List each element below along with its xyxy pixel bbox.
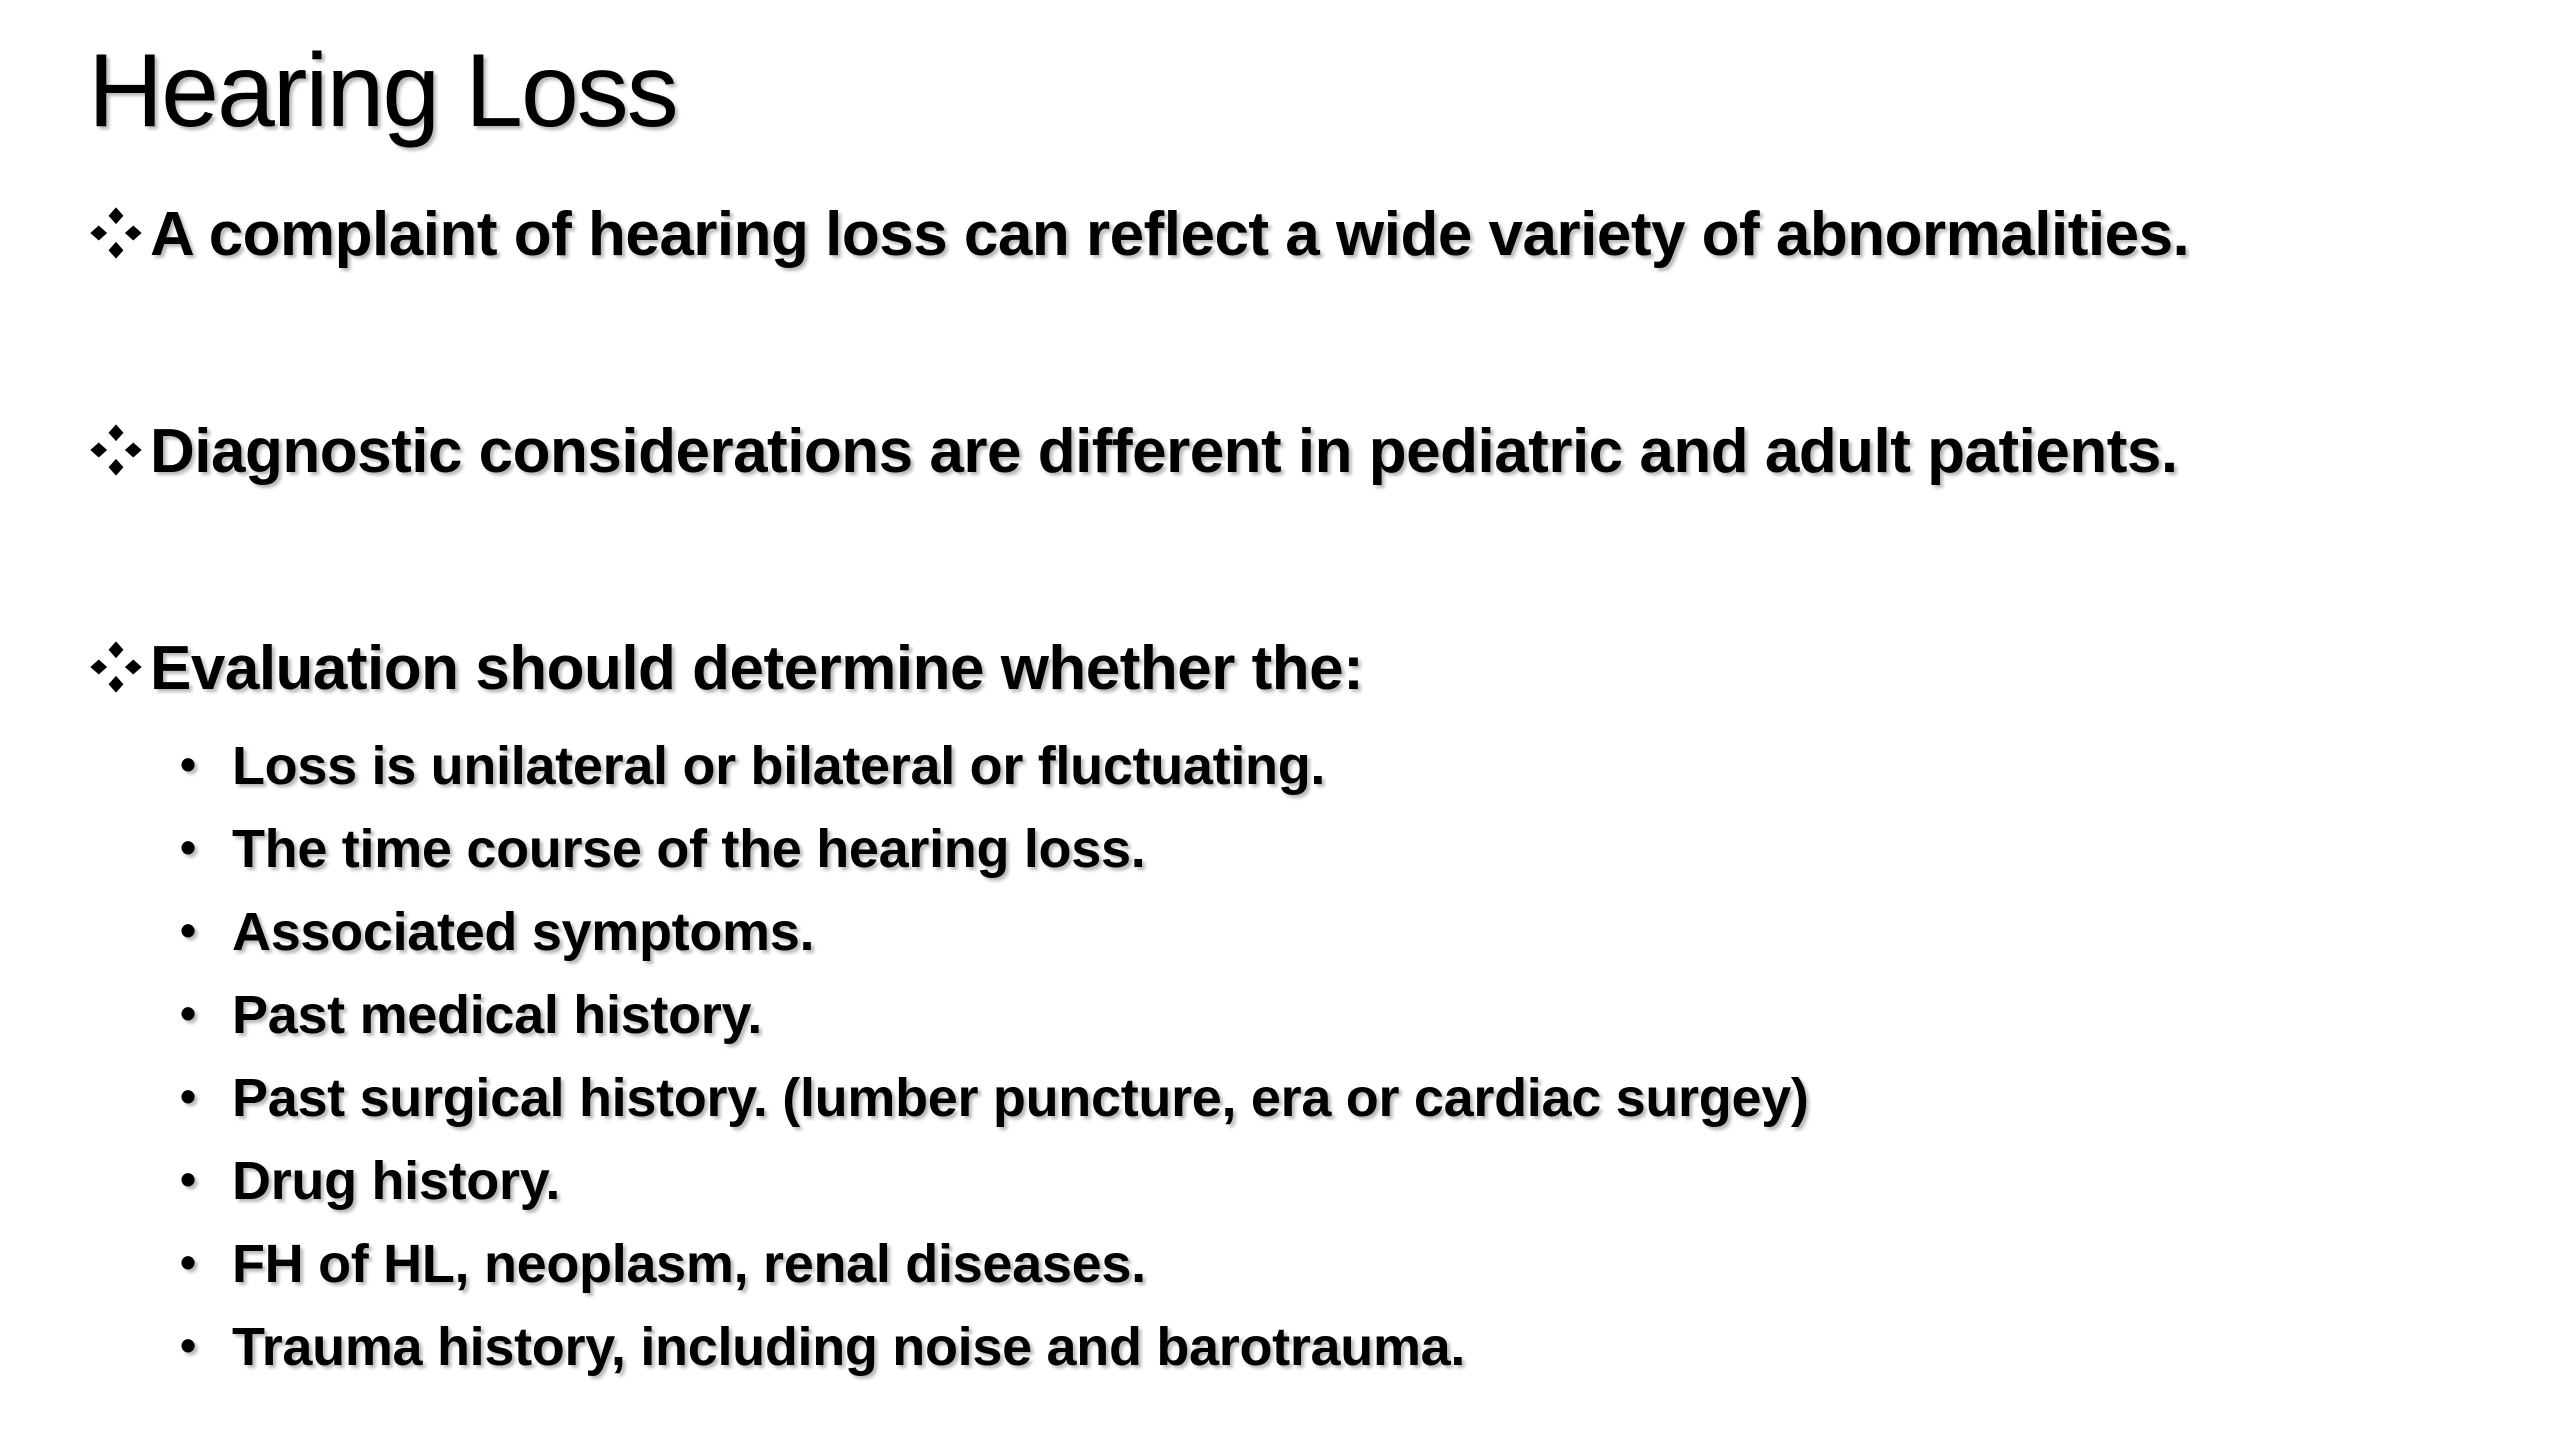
sub-bullet-item — [180, 972, 1809, 1055]
sub-bullet-item — [180, 723, 1809, 806]
bullet-dot-icon: • — [180, 1319, 196, 1371]
main-bullet — [88, 415, 2178, 489]
sub-bullet-text: Past medical history. — [232, 985, 762, 1045]
sub-bullet-text: Past surgical history. (lumber puncture, era or cardiac surgey) — [232, 1068, 1809, 1128]
main-bullet — [88, 198, 2189, 272]
sub-bullet-item — [180, 1304, 1809, 1387]
bullet-dot-icon: • — [180, 821, 196, 873]
sub-bullet-text: Drug history. — [232, 1151, 561, 1211]
slide-title: Hearing Loss — [88, 33, 677, 149]
sub-bullet-text: The time course of the hearing loss. — [232, 819, 1146, 879]
main-bullet-text: A complaint of hearing loss can reflect a wide variety of abnormalities. — [150, 200, 2190, 269]
bullet-dot-icon: • — [180, 1153, 196, 1205]
main-bullet-text: Evaluation should determine whether the: — [150, 634, 1364, 703]
sub-bullet-item — [180, 1055, 1809, 1138]
bullet-dot-icon: • — [180, 1070, 196, 1122]
four-diamond-icon — [88, 198, 150, 272]
four-diamond-icon — [88, 415, 150, 489]
bullet-dot-icon: • — [180, 738, 196, 790]
sub-bullet-item — [180, 1221, 1809, 1304]
sub-bullet-text: Loss is unilateral or bilateral or fluctuating. — [232, 736, 1326, 796]
bullet-dot-icon: • — [180, 1236, 196, 1288]
four-diamond-icon — [88, 632, 150, 706]
bullet-dot-icon: • — [180, 904, 196, 956]
sub-bullet-item — [180, 1138, 1809, 1221]
main-bullet-text: Diagnostic considerations are different in pediatric and adult patients. — [150, 417, 2178, 486]
main-bullet — [88, 632, 1363, 706]
sub-bullet-text: Trauma history, including noise and barotrauma. — [232, 1317, 1466, 1377]
sub-bullet-text: Associated symptoms. — [232, 902, 815, 962]
bullet-dot-icon: • — [180, 987, 196, 1039]
sub-bullet-list — [180, 723, 1809, 1387]
sub-bullet-item — [180, 889, 1809, 972]
sub-bullet-text: FH of HL, neoplasm, renal diseases. — [232, 1234, 1146, 1294]
sub-bullet-item — [180, 806, 1809, 889]
